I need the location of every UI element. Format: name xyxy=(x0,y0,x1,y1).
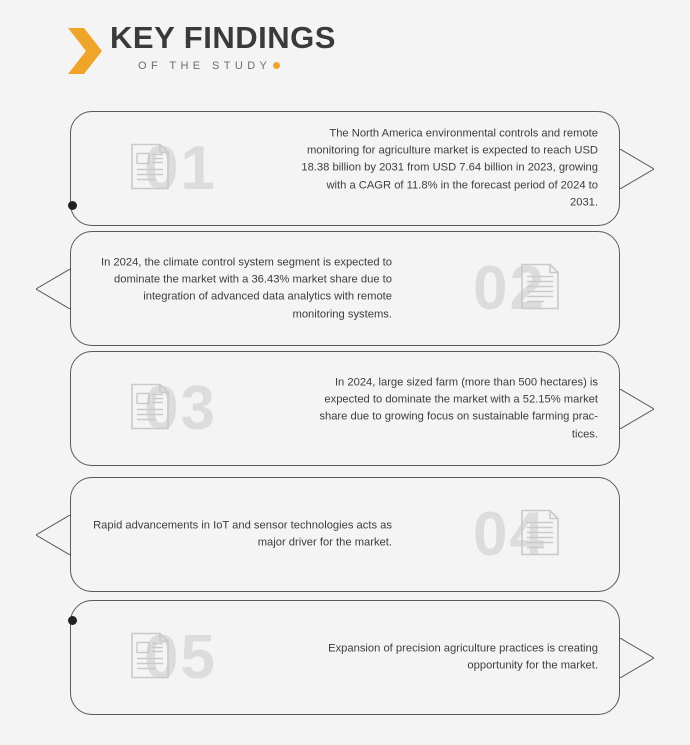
finding-row-04 xyxy=(70,477,620,592)
document-icon xyxy=(128,630,172,685)
document-icon xyxy=(128,381,172,436)
title-block xyxy=(110,22,336,72)
page-subtitle: OF THE STUDY xyxy=(138,59,272,72)
arrow-icon xyxy=(68,28,102,74)
document-icon xyxy=(128,141,172,196)
finding-text: Expansion of precision agriculture practices is creating opportunity for the market. xyxy=(328,642,598,672)
page-subtitle-row xyxy=(110,60,336,72)
page-title: KEY FINDINGS xyxy=(110,20,336,55)
callout-pointer-icon xyxy=(36,515,70,555)
finding-text: The North America environmental controls and remote monitoring for agriculture market is expected to reach USD 18.38 billion by 2031 from USD 7.64 billion in 2023, growing with a CAGR of 11.8% in the forecast period of 2024 to 2031. xyxy=(301,127,598,209)
finding-number: 05 xyxy=(144,622,217,692)
finding-number: 04 xyxy=(473,499,546,569)
page-header xyxy=(68,22,336,74)
callout-pointer-icon xyxy=(620,149,654,189)
document-icon xyxy=(518,261,562,316)
finding-number: 02 xyxy=(473,253,546,323)
callout-pointer-icon xyxy=(620,638,654,678)
callout-pointer-icon xyxy=(620,389,654,429)
finding-number: 03 xyxy=(144,373,217,443)
finding-text: Rapid advancements in IoT and sensor technologies acts as major driver for the market. xyxy=(93,519,392,549)
finding-row-03 xyxy=(70,351,620,466)
finding-text: In 2024, large sized farm (more than 500 hectares) is expected to dominate the market with a 52.15% market share due to growing focus on sustainable farming prac-tices. xyxy=(319,375,598,440)
document-icon xyxy=(518,507,562,562)
callout-pointer-icon xyxy=(36,269,70,309)
finding-text: In 2024, the climate control system segment is expected to dominate the market with a 36.43% market share due to integration of advanced data analytics with remote monitoring systems. xyxy=(100,255,392,320)
accent-dot-icon xyxy=(273,62,280,69)
finding-row-01 xyxy=(70,111,620,226)
finding-row-05 xyxy=(70,600,620,715)
timeline-bullet xyxy=(68,201,77,210)
finding-number: 01 xyxy=(144,133,217,203)
timeline-bullet xyxy=(68,616,77,625)
finding-row-02 xyxy=(70,231,620,346)
